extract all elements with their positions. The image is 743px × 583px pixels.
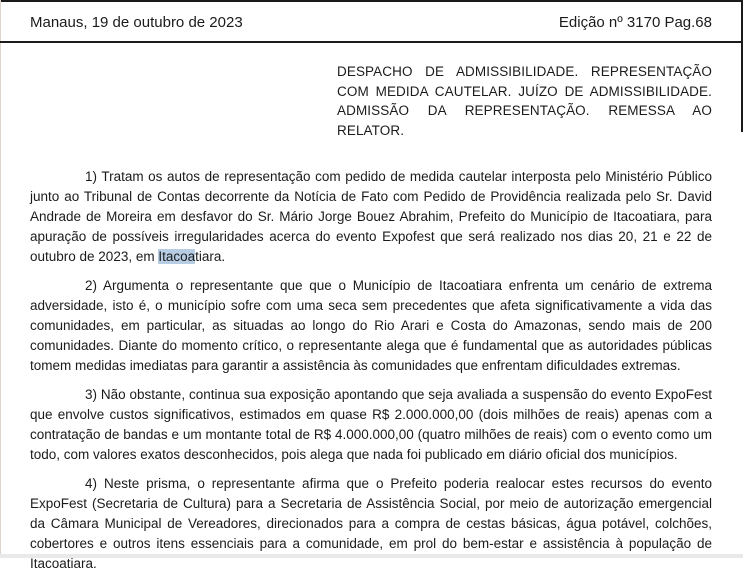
paragraph-3: 3) Não obstante, continua sua exposição apontando que seja avaliada a suspensão do evento ExpoFest que envolve custos significativos, estimados em quase R$ 2.000.000,00 (dois milhões de reais) apenas com a contratação de bandas e um montante total de R$ 4.000.000,00 (quatro milhões de reais) com o evento como um todo, com valores exatos desconhecidos, pois alega que nada foi publicado em diário oficial dos municípios. — [30, 387, 712, 462]
paragraph-2: 2) Argumenta o representante que que o Município de Itacoatiara enfrenta um cenário de extrema adversidade, isto é, o município sofre com uma seca sem precedentes que afeta significativamente a vida das comunidades, em particular, as situadas ao longo do Rio Arari e Costa do Amazonas, sendo mais de 200 comunidades. Diante do momento crítico, o representante alega que é fundamental que as autoridades públicas tomem medidas imediatas para garantir a assistência às comunidades que enfrentam dificuldades extremas. — [30, 278, 712, 373]
page-header — [30, 13, 712, 33]
decision-heading: DESPACHO DE ADMISSIBILIDADE. REPRESENTAÇÃO COM MEDIDA CAUTELAR. JUÍZO DE ADMISSIBILIDADE. ADMISSÃO DA REPRESENTAÇÃO. REMESSA AO RELATOR. — [337, 64, 712, 138]
document-body — [30, 62, 712, 583]
page-left-edge — [0, 0, 1, 558]
paragraph-4: 4) Neste prisma, o representante afirma que o Prefeito poderia realocar estes recursos do evento ExpoFest (Secretaria de Cultura) para a Secretaria de Assistência Social, por meio de autorização emergencial da Câmara Municipal de Vereadores, direcionados para a compra de cestas básicas, água potável, colchões, cobertores e outros itens essenciais para a comunidade, em prol do bem-estar e assistência à população de Itacoatiara. — [30, 476, 712, 571]
paragraph-1 — [30, 167, 712, 267]
header-rule — [0, 41, 743, 43]
page-top-border — [0, 0, 743, 2]
paragraph-1-text-after: tiara. — [195, 249, 226, 264]
header-edition: Edição nº 3170 Pag.68 — [558, 14, 712, 31]
paragraph-1-text: 1) Tratam os autos de representação com pedido de medida cautelar interposta pelo Ministério Público junto ao Tribunal de Contas decorrente da Notícia de Fato com Pedido de Providência realizada pelo Sr. David Andrade de Moreira em desfavor do Sr. Mário Jorge Bouez Abrahim, Prefeito do Município de Itacoatiara, para apuração de possíveis irregularidades acerca do evento Expofest que será realizado nos dias 20, 21 e 22 de outubro de 2023, em — [30, 169, 712, 264]
search-highlight: Itacoa — [158, 249, 196, 264]
header-date: Manaus, 19 de outubro de 2023 — [30, 14, 243, 31]
